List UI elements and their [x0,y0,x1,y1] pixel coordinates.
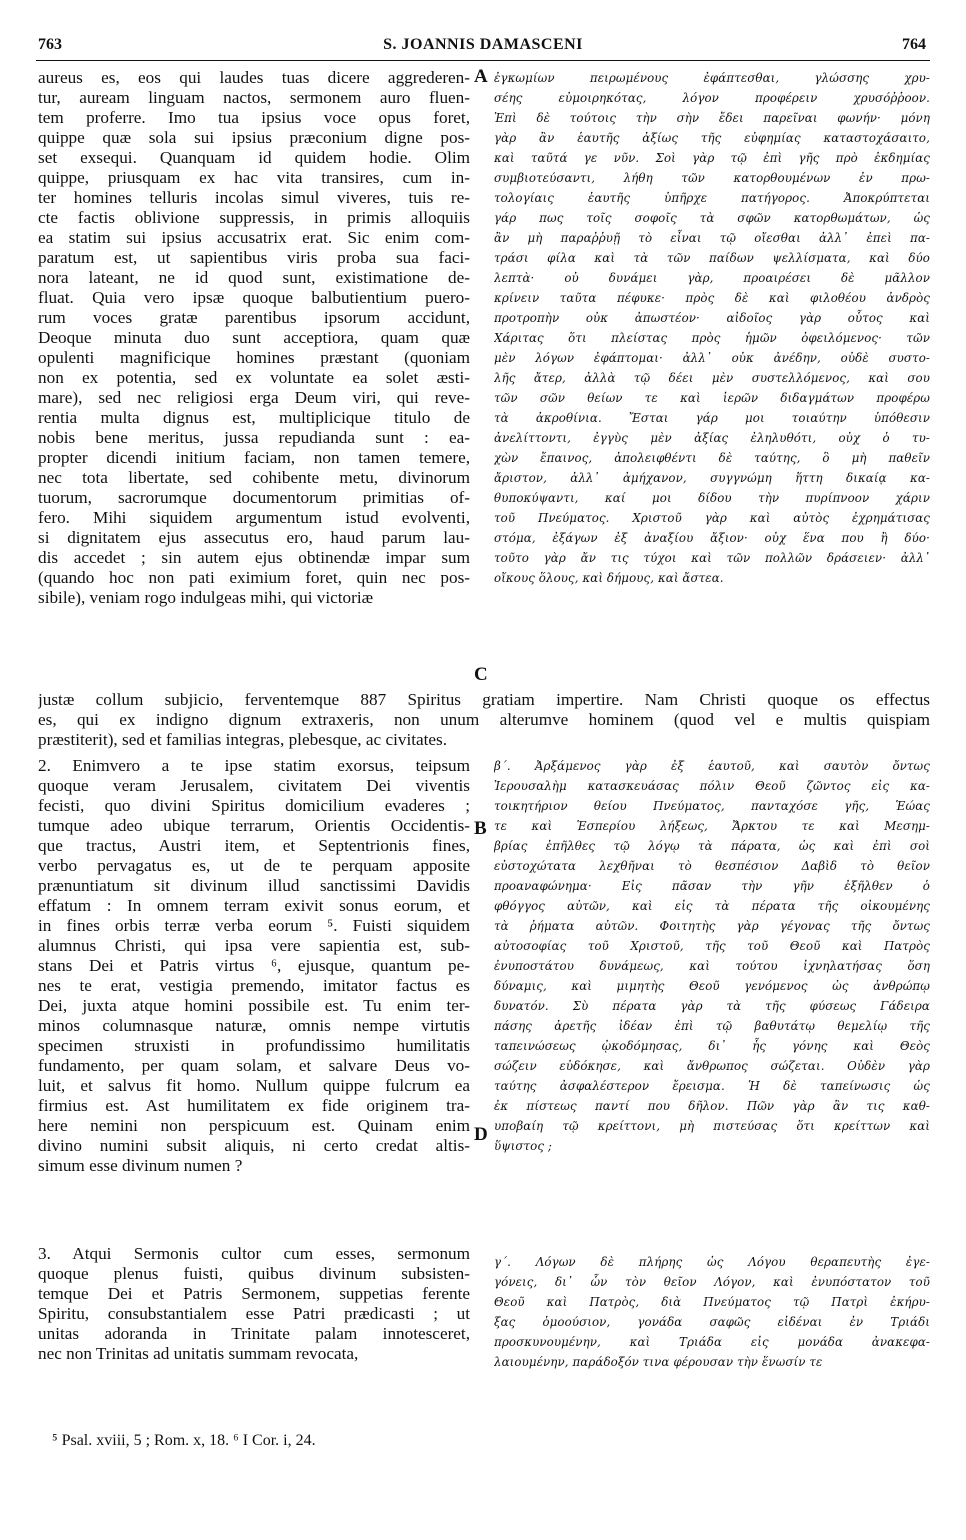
text-line: πάσης ἀρετῆς ἰδέαν ἐπὶ τῷ βαθυτάτῳ θεμελίῳ τῆς [494,1019,930,1033]
text-line: ταπεινώσεως ᾠκοδόμησας, δι᾽ ἧς γόνης καὶ Θεὸς [494,1039,930,1053]
text-line: dis accedet ; sin autem ejus obtinendæ impar sum [38,548,470,567]
text-line: opulenti magnificique homines præstant (quoniam [38,348,470,367]
text-line: ξας ὁμοούσιον, γονάδα σαφῶς εἰδέναι ἐν Τριάδι [494,1315,930,1329]
text-line: υποβαίη τῷ κρείττονι, μὴ πιστεύσας ὅτι κρείττων καὶ [494,1119,930,1133]
text-line: here nemini non perspicuum est. Quinam enim [38,1116,470,1135]
text-line: χὼν ἔπαινος, ἀπολειφθέντι δὲ ταύτης, ὃ μὴ παθεῖν [494,451,930,465]
text-line: οἴκους ὅλους, καὶ δήμους, καὶ ἄστεα. [494,571,724,585]
text-line: fundamento, per quam solam, et salvare Deus vo- [38,1056,470,1075]
text-line: ἄριστον, ἀλλ᾽ ἀμήχανον, συγγνώμη ἥττη δικαίᾳ κα- [494,471,930,485]
text-line: τράσι φίλα καὶ τὰ τῶν παίδων ψελλίσματα, καὶ δύο [494,251,930,265]
running-title: S. JOANNIS DAMASCENI [383,36,583,53]
page-number-right: 764 [902,36,926,53]
text-line: rum voces gratæ parentibus ipsorum accidunt, [38,308,470,327]
text-line: προτροπὴν οὐκ ἀπωστέον· αἰδοῖος γὰρ οὗτος καὶ [494,311,930,325]
text-line: εὐστοχώτατα λεχθῆναι τὸ θεσπέσιον Δαβὶδ τὸ θεῖον [494,859,930,873]
text-line: in fines orbis terræ verba eorum ⁵. Fuisti siquidem [38,916,470,935]
text-line: Deoque minuta duo sunt acceptiora, quam quæ [38,328,470,347]
text-line: κρίνειν ταῦτα πέφυκε· πρὸς δὲ καὶ φιλοθέου ἀνδρὸς [494,291,930,305]
text-line: fluat. Quia vero ipsæ quoque balbutientium puero- [38,288,470,307]
text-line: ἐνυποστάτου δυνάμεως, καὶ τούτου ἰχνηλατήσας ὅση [494,959,930,973]
text-line: λαιουμένην, παράδοξόν τινα φέρουσαν τὴν ἕνωσίν τε [494,1355,823,1369]
text-line: σώζειν εὐδόκησε, καὶ ἄνθρωπος σώζεται. Οὐδὲν γὰρ [494,1059,930,1073]
text-line: 3. Atqui Sermonis cultor cum esses, sermonum [38,1244,470,1263]
text-line: γ΄. Λόγων δὲ πλήρης ὡς Λόγου θεραπευτὴς ἐγε- [494,1255,930,1269]
text-line: quoque veram Jerusalem, civitatem Dei viventis [38,776,470,795]
text-line: firmius est. Ast humilitatem ex fide originem tra- [38,1096,470,1115]
text-line: luit, et salvus fit homo. Nullum quippe fulcrum ea [38,1076,470,1095]
margin-marker-a: A [474,66,488,87]
text-line: βρίας ἐπῆλθες τῷ λόγῳ τὰ πάρατα, ὡς καὶ ἐπὶ σοὶ [494,839,930,853]
text-line: rentia multa dignus est, multiplicique titulo de [38,408,470,427]
text-line: τε καὶ Ἑσπερίου λήξεως, Ἄρκτου τε καὶ Μεσημ- [494,819,930,833]
text-line: προαναφώνημα· Εἰς πᾶσαν τὴν γῆν ἐξῆλθεν ὁ [494,879,930,893]
latin-column-paragraph-1 [38,68,470,608]
page-number-left: 763 [38,36,62,53]
text-line: verbo pervagatus es, ut de te perquam apposite [38,856,470,875]
text-line: alumnus Christi, qui ipsa vere sapientia est, sub- [38,936,470,955]
text-line: τῶν σῶν θείων τε καὶ ἱερῶν διδαγμάτων προφέρω [494,391,930,405]
text-line: divino numini subsit aliquis, ni certo credat altis- [38,1136,470,1155]
text-line: non ex potentia, sed ex voluntate ea solet æsti- [38,368,470,387]
text-line: προσκυνουμένην, καὶ Τριάδα εἰς μονάδα ἀνακεφα- [494,1335,930,1349]
text-line: propter dicendi initium faciam, non tamen temere, [38,448,470,467]
text-line: nec tota libertate, sed cohibente metu, divinorum [38,468,470,487]
text-line: τοῦτο γὰρ ἄν τις τύχοι καὶ τῶν πολλῶν δράσειεν· ἀλλ᾽ [494,551,930,565]
greek-column-paragraph-3 [494,1252,930,1372]
text-line: præstiterit), sed et familias integras, plebesque, ac civitates. [38,730,448,749]
text-line: stans Dei et Patris virtus ⁶, ejusque, quantum pe- [38,956,470,975]
text-line: γὰρ ἂν ἑαυτῆς ἀξίως τῆς εὐφημίας καταστοχάσαιτο, [494,131,930,145]
text-line: αὐτοσοφίας τοῦ Χριστοῦ, τῆς τοῦ Θεοῦ καὶ Πατρὸς [494,939,930,953]
text-line: γάρ πως τοῖς σοφοῖς τὰ σφῶν κατορθωμάτων, ὡς [494,211,930,225]
text-line: συμβιοτεύσαντι, λήθη τῶν κατορθουμένων ἐν πρω- [494,171,930,185]
text-line: quoque plenus fuisti, quibus divinum subsisten- [38,1264,470,1283]
text-line: nes te erat, vestigia premendo, imitator factus es [38,976,470,995]
text-line: Dei, juxta atque homini possibile est. Tu enim ter- [38,996,470,1015]
text-line: σέης εὐμοιρηκότας, λόγον προφέρειν χρυσόῤῥοον. [494,91,930,105]
text-line: aureus es, eos qui laudes tuas dicere aggrederen- [38,68,470,87]
text-line: τὰ ἀκροθίνια. Ἔσται γάρ μοι τοιαύτην ὑπόθεσιν [494,411,930,425]
text-line: λεπτὰ· οὐ δυνάμει γὰρ, προαιρέσει δὲ μᾶλλον [494,271,930,285]
text-line: δύναμις, καὶ μιμητὴς Θεοῦ γενόμενος ὡς ἀνθρώπῳ [494,979,930,993]
text-line: quippe, priusquam ex hac vita transires, cum in- [38,168,470,187]
text-line: καὶ ταῦτά γε νῦν. Σοὶ γὰρ τῷ ἐπὶ γῆς πρὸ ἐκδημίας [494,151,930,165]
text-line: Spiritu, consubstantialem esse Patri prædicasti ; ut [38,1304,470,1323]
full-width-paragraph [38,690,930,750]
text-line: minos columnasque naturæ, omnis nempe virtutis [38,1016,470,1035]
text-line: cte factis oblivione suppressis, in primis alloquiis [38,208,470,227]
text-line: στόμα, ἐξάγων ἐξ ἀναξίου ἄξιον· οὐχ ἕνα που ἢ δύο· [494,531,930,545]
text-line: effatum : In omnem terram exivit sonus eorum, et [38,896,470,915]
text-line: mare), sed nec religiosi erga Deum viri, qui reve- [38,388,470,407]
text-line: (quando hoc non pati eximium foret, quin nec pos- [38,568,470,587]
text-line: tem proferre. Imo tua ipsius voce opus foret, [38,108,470,127]
text-line: simum esse divinum numen ? [38,1156,243,1175]
text-line: tur, auream linguam nactos, sermonem auro fluen- [38,88,470,107]
text-line: φθόγγος αὐτῶν, καὶ εἰς τὰ πέρατα τῆς οἰκουμένης [494,899,930,913]
text-line: 2. Enimvero a te ipse statim exorsus, teipsum [38,756,470,775]
text-line: specimen struxisti in profundissimo humilitatis [38,1036,470,1055]
text-line: ἐγκωμίων πειρωμένους ἐφάπτεσθαι, γλώσσης χρυ- [494,71,930,85]
text-line: ταύτης ἀσφαλέστερον ἔρεισμα. Ἡ δὲ ταπείνωσις ὡς [494,1079,930,1093]
text-line: ter homines telluris incolas simul viveres, tuis re- [38,188,470,207]
text-line: que tractus, Austri item, et Septentrionis fines, [38,836,470,855]
text-line: τοῦ Πνεύματος. Χριστοῦ γὰρ καὶ αὐτὸς ἐχρημάτισας [494,511,930,525]
text-line: γόνεις, δι᾽ ὧν τὸν θεῖον Λόγον, καὶ ἐνυπόστατον τοῦ [494,1275,930,1289]
text-line: τὰ ῥήματα αὐτῶν. Φοιτητὴς γὰρ γέγονας τῆς ὄντως [494,919,930,933]
greek-column-paragraph-1 [494,68,930,588]
text-line: nora lateant, ne id quod sunt, existimatione de- [38,268,470,287]
text-line: quippe quæ sola sui ipsius præconium digne pos- [38,128,470,147]
margin-marker-d: D [474,1124,488,1145]
text-line: nobis bene meritus, jussa repudianda sunt : ea- [38,428,470,447]
text-line: θυποκύψαντι, καί μοι δίδου τὴν πυρίπνοον χάριν [494,491,930,505]
text-line: es, qui ex indigno dignum extraxeris, non unum alterumve hominem (quod vel e multis quispiam [38,710,930,729]
text-line: δυνατόν. Σὺ πέρατα γὰρ τὰ τῆς φύσεως Γάδειρα [494,999,930,1013]
text-line: ὕψιστος ; [494,1139,552,1153]
text-line: sibile), veniam rogo indulgeas mihi, qui victoriæ [38,588,374,607]
text-line: tumque adeo ubique terrarum, Orientis Occidentis- [38,816,470,835]
text-line: Ἐπὶ δὲ τούτοις τὴν σὴν ἔδει παρεῖναι φωνήν· μόνη [494,111,930,125]
margin-marker-b: B [474,818,487,839]
latin-column-paragraph-3 [38,1244,470,1364]
latin-column-paragraph-2 [38,756,470,1176]
text-line: set exsequi. Quanquam id quidem hodie. Olim [38,148,470,167]
text-line: ea statim sui ipsius accusatrix erat. Sic enim com- [38,228,470,247]
text-line: β΄. Ἀρξάμενος γὰρ ἐξ ἑαυτοῦ, καὶ σαυτὸν ὄντως [494,759,930,773]
text-line: μὲν λόγων ἐφάπτομαι· ἀλλ᾽ οὐκ ἀνέδην, οὐδὲ συστο- [494,351,930,365]
text-line: ἀνελίττοντι, ἐγγὺς μὲν ἀξίας ἐληλυθότι, οὐχ ὁ τυ- [494,431,930,445]
text-line: Ἱερουσαλὴμ κατασκευάσας πόλιν Θεοῦ ζῶντος εἰς κα- [494,779,930,793]
text-line: fecisti, quo divini Spiritus domicilium evaderes ; [38,796,470,815]
text-line: fero. Mihi siquidem argumentum istud evolventi, [38,508,470,527]
text-line: si dignitatem ejus assecutus ero, haud parum lau- [38,528,470,547]
text-line: Θεοῦ καὶ Πατρὸς, διὰ Πνεύματος τῷ Πατρὶ ἐκήρυ- [494,1295,930,1309]
text-line: nec non Trinitas ad unitatis summam revocata, [38,1344,359,1363]
text-line: ἂν μὴ παραῤῥυῇ τὸ εἶναι τῷ οἴεσθαι ἀλλ᾽ ἐπεὶ πα- [494,231,930,245]
greek-column-paragraph-2 [494,756,930,1156]
text-line: unitas adoranda in Trinitate palam innotesceret, [38,1324,470,1343]
footnotes: ⁵ Psal. xviii, 5 ; Rom. x, 18. ⁶ I Cor. i, 24. [52,1432,316,1449]
margin-marker-c: C [474,664,488,685]
header-rule [36,60,930,61]
text-line: λῆς ἄτερ, ἀλλὰ τῷ δέει μὲν συστελλόμενος, καὶ σου [494,371,930,385]
text-line: justæ collum subjicio, ferventemque 887 Spiritus gratiam impertire. Nam Christi quoque os effectus [38,690,930,709]
text-line: τολογίαις ἑαυτῆς ὑπῆρχε πατήγορος. Ἀποκρύπτεται [494,191,930,205]
text-line: prænuntiatum sit divinum illud sanctissimi Davidis [38,876,470,895]
text-line: Χάριτας ὅτι πλείστας πρὸς ἡμῶν ὀφειλόμενος· τῶν [494,331,930,345]
text-line: tuorum, sacrorumque documentorum primitias of- [38,488,470,507]
text-line: τοικητήριον θείου Πνεύματος, πανταχόσε γῆς, Ἑώας [494,799,930,813]
text-line: temque Dei et Patris Sermonem, suppetias ferente [38,1284,470,1303]
text-line: paratum est, ut sapientibus viris proba sua faci- [38,248,470,267]
text-line: ἐκ πίστεως παντί που δῆλον. Πῶν γὰρ ἂν τις καθ- [494,1099,930,1113]
